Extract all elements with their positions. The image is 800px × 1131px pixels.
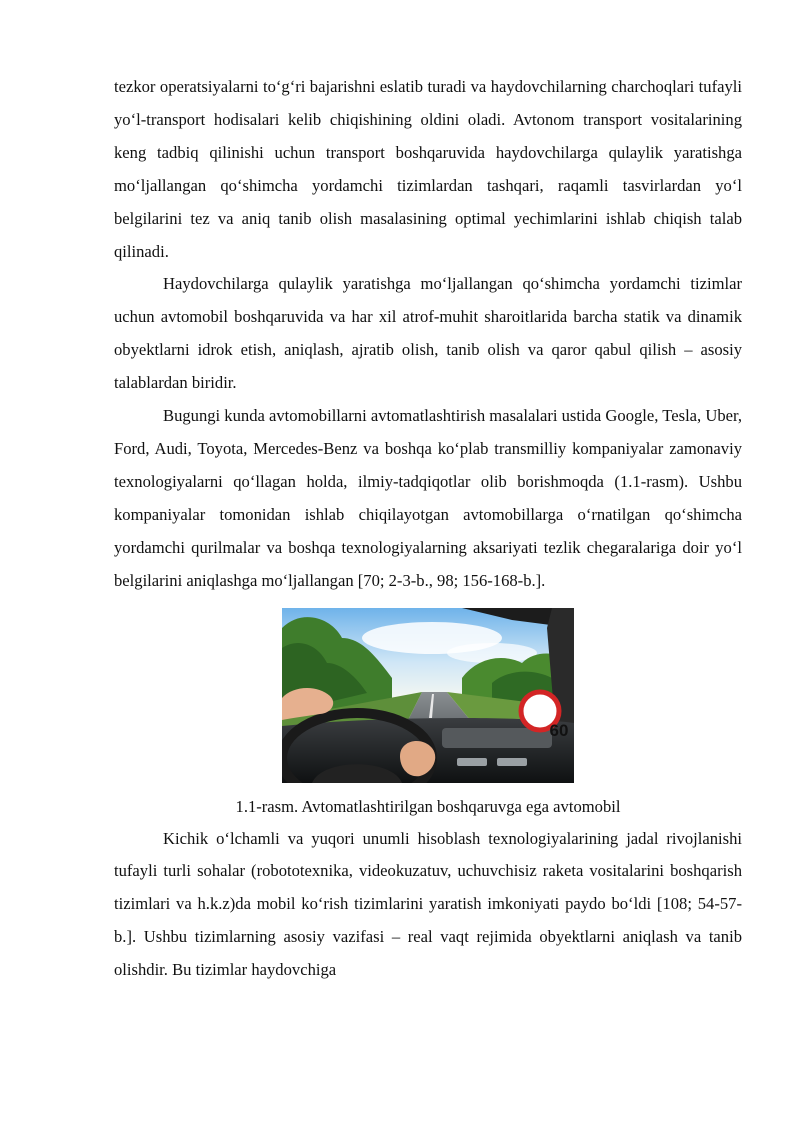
- figure-1-1: [114, 608, 742, 819]
- document-page: [114, 71, 742, 987]
- paragraph-1: tezkor operatsiyalarni to‘g‘ri bajarishni eslatib turadi va haydovchilarning charchoqlari tufayli yo‘l-transport hodisalari kelib chiqishining oldini oladi. Avtonom transport vositalarining keng tadbiq qilinishi uchun transport boshqaruvida haydovchilarga qulaylik yaratishga mo‘ljallangan qo‘shimcha yordamchi tizimlardan tashqari, raqamli tasvirlardan yo‘l belgilarini tez va aniq tanib olish masalasining optimal yechimlarini ishlab chiqish talab qilinadi.: [114, 77, 742, 261]
- car-dashboard-photo: [282, 608, 574, 783]
- speed-sign-label: 60: [549, 721, 569, 740]
- paragraph-3: Bugungi kunda avtomobillarni avtomatlashtirish masalalari ustida Google, Tesla, Uber, Ford, Audi, Toyota, Mercedes-Benz va boshqa ko‘plab transmilliy kompaniyalar zamonaviy texnologiyalarni qo‘llagan holda, ilmiy-tadqiqotlar olib borishmoqda (1.1-rasm). Ushbu kompaniyalar tomonidan ishlab chiqilayotgan avtomobillarga o‘rnatilgan qo‘shimcha yordamchi qurilmalar va boshqa texnologiyalarning aksariyati tezlik chegaralariga doir yo‘l belgilarini aniqlashga mo‘ljallangan [70; 2-3-b., 98; 156-168-b.].: [114, 406, 742, 590]
- paragraph-2: Haydovchilarga qulaylik yaratishga mo‘ljallangan qo‘shimcha yordamchi tizimlar uchun avtomobil boshqaruvida va har xil atrof-muhit sharoitlarida barcha statik va dinamik obyektlarni idrok etish, aniqlash, ajratib olish, tanib olish va qaror qabul qilish – asosiy talablardan biridir.: [114, 274, 742, 393]
- figure-caption: 1.1-rasm. Avtomatlashtirilgan boshqaruvga ega avtomobil: [235, 796, 621, 816]
- paragraph-4: Kichik o‘lchamli va yuqori unumli hisoblash texnologiyalarining jadal rivojlanishi tufayli turli sohalar (robototexnika, videokuzatuv, uchuvchisiz raketa vositalarini boshqarish tizimlari va h.k.z)da mobil ko‘rish tizimlarini yaratish imkoniyati paydo bo‘ldi [108; 54-57-b.]. Ushbu tizimlarning asosiy vazifasi – real vaqt rejimida obyektlarni aniqlash va tanib olishdir. Bu tizimlar haydovchiga: [114, 828, 742, 980]
